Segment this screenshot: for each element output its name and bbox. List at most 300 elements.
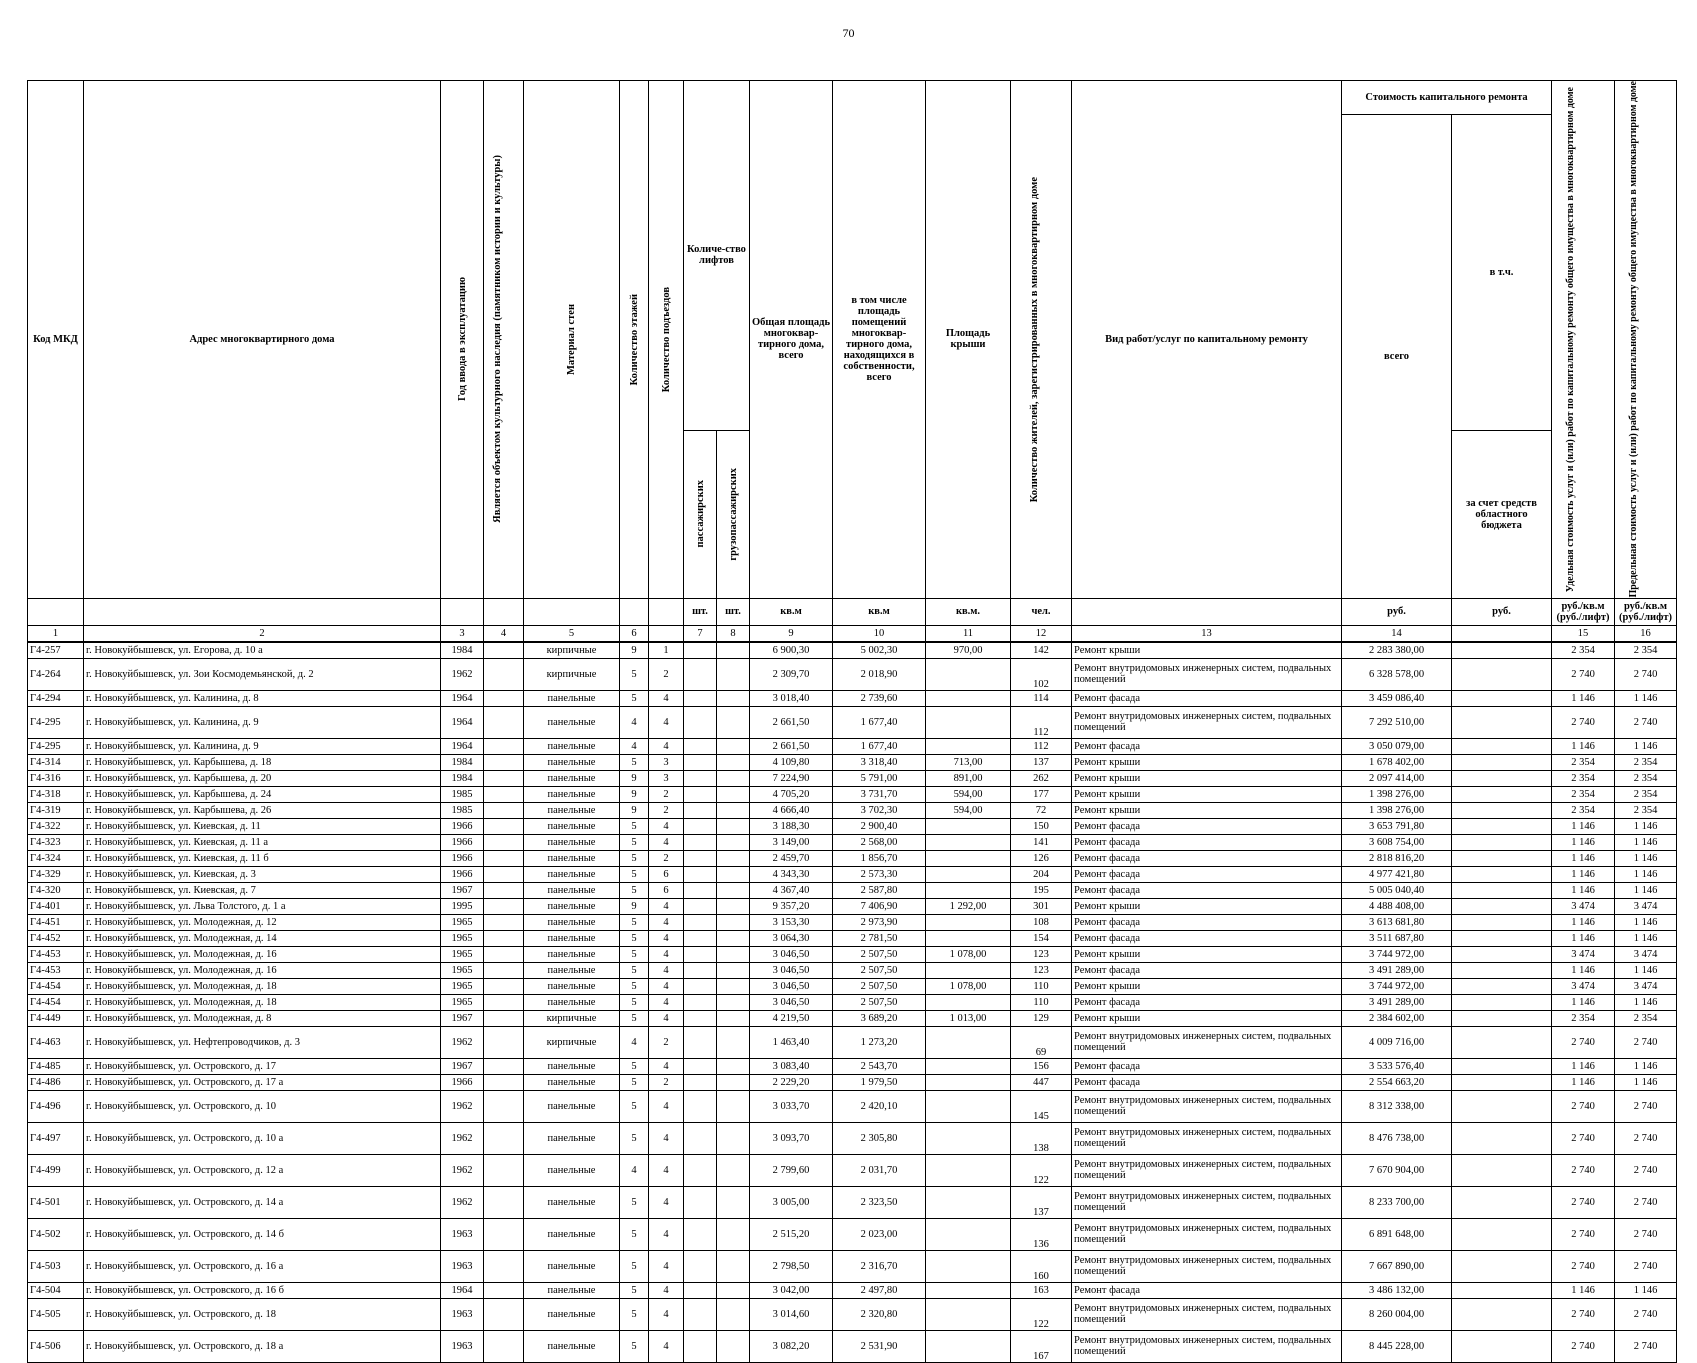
header-lifts-cargo: грузопассажирских xyxy=(717,430,750,598)
row-entrances: 4 xyxy=(649,978,684,994)
row-code: Г4-449 xyxy=(28,1010,84,1026)
row-year: 1963 xyxy=(441,1330,484,1362)
row-area-total: 9 357,20 xyxy=(750,898,833,914)
table-row xyxy=(28,898,1677,914)
row-address: г. Новокуйбышевск, ул. Молодежная, д. 16 xyxy=(84,946,441,962)
row-address: г. Новокуйбышевск, ул. Островского, д. 10 а xyxy=(84,1122,441,1154)
row-address: г. Новокуйбышевск, ул. Молодежная, д. 16 xyxy=(84,962,441,978)
row-roof-area xyxy=(926,1330,1011,1362)
row-floors: 5 xyxy=(620,946,649,962)
page-number: 70 xyxy=(842,26,855,40)
row-floors: 5 xyxy=(620,882,649,898)
table-row xyxy=(28,1298,1677,1330)
row-code: Г4-329 xyxy=(28,866,84,882)
row-lifts-cargo xyxy=(717,690,750,706)
row-roof-area xyxy=(926,1154,1011,1186)
row-address: г. Новокуйбышевск, ул. Островского, д. 14 б xyxy=(84,1218,441,1250)
row-wall-material: панельные xyxy=(524,706,620,738)
row-floors: 5 xyxy=(620,818,649,834)
row-floors: 5 xyxy=(620,866,649,882)
table-row xyxy=(28,818,1677,834)
row-work-type: Ремонт крыши xyxy=(1072,978,1342,994)
row-roof-area: 1 292,00 xyxy=(926,898,1011,914)
row-roof-area: 1 078,00 xyxy=(926,946,1011,962)
table-row xyxy=(28,914,1677,930)
row-address: г. Новокуйбышевск, ул. Льва Толстого, д. 1 а xyxy=(84,898,441,914)
row-code: Г4-486 xyxy=(28,1074,84,1090)
row-roof-area xyxy=(926,866,1011,882)
row-residents: 156 xyxy=(1011,1058,1072,1074)
row-area-total: 2 661,50 xyxy=(750,706,833,738)
row-area-total: 2 459,70 xyxy=(750,850,833,866)
row-heritage xyxy=(484,1122,524,1154)
unit-cell xyxy=(84,598,441,625)
row-floors: 5 xyxy=(620,1250,649,1282)
row-max-cost: 2 740 xyxy=(1615,1186,1677,1218)
row-residents: 167 xyxy=(1011,1330,1072,1362)
row-residents: 447 xyxy=(1011,1074,1072,1090)
row-roof-area: 594,00 xyxy=(926,802,1011,818)
row-area-total: 3 005,00 xyxy=(750,1186,833,1218)
row-lifts-pass xyxy=(684,1330,717,1362)
row-wall-material: панельные xyxy=(524,1090,620,1122)
row-area-owned: 2 507,50 xyxy=(833,978,926,994)
column-number: 14 xyxy=(1342,625,1452,642)
row-residents: 122 xyxy=(1011,1298,1072,1330)
row-area-total: 6 900,30 xyxy=(750,642,833,659)
unit-chel: чел. xyxy=(1011,598,1072,625)
unit-sht: шт. xyxy=(684,598,717,625)
row-cost-regional xyxy=(1452,1010,1552,1026)
row-area-owned: 2 543,70 xyxy=(833,1058,926,1074)
column-number xyxy=(1452,625,1552,642)
row-floors: 5 xyxy=(620,1218,649,1250)
row-area-owned: 1 677,40 xyxy=(833,706,926,738)
row-cost-total: 8 260 004,00 xyxy=(1342,1298,1452,1330)
row-year: 1963 xyxy=(441,1250,484,1282)
row-cost-regional xyxy=(1452,1074,1552,1090)
row-area-owned: 2 323,50 xyxy=(833,1186,926,1218)
row-area-total: 4 367,40 xyxy=(750,882,833,898)
row-code: Г4-320 xyxy=(28,882,84,898)
row-code: Г4-501 xyxy=(28,1186,84,1218)
row-cost-total: 7 292 510,00 xyxy=(1342,706,1452,738)
row-unit-cost: 2 354 xyxy=(1552,802,1615,818)
row-roof-area xyxy=(926,1090,1011,1122)
row-area-total: 3 046,50 xyxy=(750,962,833,978)
row-area-total: 3 014,60 xyxy=(750,1298,833,1330)
header-lifts-pass: пассажирских xyxy=(684,430,717,598)
row-max-cost: 2 354 xyxy=(1615,642,1677,659)
row-address: г. Новокуйбышевск, ул. Островского, д. 14 а xyxy=(84,1186,441,1218)
header-heritage: Является объектом культурного наследия (памятником истории и культуры) xyxy=(484,81,524,599)
row-cost-regional xyxy=(1452,754,1552,770)
row-residents: 110 xyxy=(1011,994,1072,1010)
row-area-total: 2 229,20 xyxy=(750,1074,833,1090)
row-floors: 5 xyxy=(620,754,649,770)
row-entrances: 4 xyxy=(649,994,684,1010)
row-heritage xyxy=(484,866,524,882)
row-wall-material: панельные xyxy=(524,1058,620,1074)
row-code: Г4-463 xyxy=(28,1026,84,1058)
column-number: 10 xyxy=(833,625,926,642)
row-lifts-cargo xyxy=(717,834,750,850)
row-max-cost: 1 146 xyxy=(1615,818,1677,834)
row-entrances: 6 xyxy=(649,882,684,898)
row-lifts-cargo xyxy=(717,1058,750,1074)
row-unit-cost: 1 146 xyxy=(1552,866,1615,882)
row-work-type: Ремонт фасада xyxy=(1072,1282,1342,1298)
row-cost-total: 4 009 716,00 xyxy=(1342,1026,1452,1058)
row-entrances: 6 xyxy=(649,866,684,882)
row-area-owned: 3 318,40 xyxy=(833,754,926,770)
row-wall-material: панельные xyxy=(524,1250,620,1282)
row-cost-total: 3 744 972,00 xyxy=(1342,978,1452,994)
row-cost-regional xyxy=(1452,818,1552,834)
row-heritage xyxy=(484,1026,524,1058)
row-unit-cost: 1 146 xyxy=(1552,1074,1615,1090)
unit-cell xyxy=(649,598,684,625)
row-unit-cost: 1 146 xyxy=(1552,690,1615,706)
row-lifts-pass xyxy=(684,770,717,786)
row-entrances: 2 xyxy=(649,658,684,690)
column-number: 7 xyxy=(684,625,717,642)
row-lifts-pass xyxy=(684,898,717,914)
row-entrances: 4 xyxy=(649,706,684,738)
row-roof-area xyxy=(926,1058,1011,1074)
table-row xyxy=(28,658,1677,690)
row-area-owned: 2 573,30 xyxy=(833,866,926,882)
row-entrances: 4 xyxy=(649,1154,684,1186)
row-address: г. Новокуйбышевск, ул. Калинина, д. 9 xyxy=(84,706,441,738)
row-work-type: Ремонт крыши xyxy=(1072,642,1342,659)
column-number xyxy=(649,625,684,642)
row-max-cost: 2 740 xyxy=(1615,1218,1677,1250)
row-year: 1966 xyxy=(441,1074,484,1090)
row-area-owned: 2 587,80 xyxy=(833,882,926,898)
row-roof-area xyxy=(926,930,1011,946)
row-address: г. Новокуйбышевск, ул. Зои Космодемьянской, д. 2 xyxy=(84,658,441,690)
row-heritage xyxy=(484,786,524,802)
row-area-owned: 3 689,20 xyxy=(833,1010,926,1026)
row-lifts-pass xyxy=(684,1154,717,1186)
row-year: 1967 xyxy=(441,882,484,898)
row-residents: 72 xyxy=(1011,802,1072,818)
row-lifts-pass xyxy=(684,738,717,754)
row-cost-total: 3 744 972,00 xyxy=(1342,946,1452,962)
row-max-cost: 2 354 xyxy=(1615,802,1677,818)
row-year: 1967 xyxy=(441,1058,484,1074)
row-floors: 5 xyxy=(620,1330,649,1362)
table-row xyxy=(28,1074,1677,1090)
table-row xyxy=(28,1282,1677,1298)
row-entrances: 4 xyxy=(649,1010,684,1026)
table-row xyxy=(28,738,1677,754)
header-cost-incl: в т.ч. xyxy=(1452,115,1552,431)
row-heritage xyxy=(484,1218,524,1250)
row-address: г. Новокуйбышевск, ул. Карбышева, д. 18 xyxy=(84,754,441,770)
row-cost-regional xyxy=(1452,946,1552,962)
row-cost-total: 7 670 904,00 xyxy=(1342,1154,1452,1186)
unit-cell xyxy=(28,598,84,625)
row-cost-regional xyxy=(1452,834,1552,850)
row-entrances: 1 xyxy=(649,642,684,659)
row-year: 1962 xyxy=(441,1026,484,1058)
row-cost-regional xyxy=(1452,1330,1552,1362)
table-row xyxy=(28,1154,1677,1186)
row-lifts-cargo xyxy=(717,1154,750,1186)
row-entrances: 4 xyxy=(649,1298,684,1330)
row-year: 1964 xyxy=(441,706,484,738)
row-area-owned: 2 739,60 xyxy=(833,690,926,706)
row-wall-material: панельные xyxy=(524,754,620,770)
row-wall-material: кирпичные xyxy=(524,642,620,659)
row-lifts-pass xyxy=(684,690,717,706)
row-work-type: Ремонт внутридомовых инженерных систем, подвальных помещений xyxy=(1072,1090,1342,1122)
header-work-type: Вид работ/услуг по капитальному ремонту xyxy=(1072,81,1342,599)
row-area-owned: 2 023,00 xyxy=(833,1218,926,1250)
row-area-total: 3 153,30 xyxy=(750,914,833,930)
row-code: Г4-454 xyxy=(28,978,84,994)
row-roof-area xyxy=(926,962,1011,978)
row-lifts-cargo xyxy=(717,882,750,898)
row-year: 1967 xyxy=(441,1010,484,1026)
row-lifts-cargo xyxy=(717,898,750,914)
row-unit-cost: 2 740 xyxy=(1552,1026,1615,1058)
row-address: г. Новокуйбышевск, ул. Молодежная, д. 12 xyxy=(84,914,441,930)
row-heritage xyxy=(484,834,524,850)
row-wall-material: панельные xyxy=(524,1282,620,1298)
column-number: 5 xyxy=(524,625,620,642)
row-cost-total: 2 818 816,20 xyxy=(1342,850,1452,866)
row-entrances: 4 xyxy=(649,1250,684,1282)
row-unit-cost: 2 740 xyxy=(1552,1154,1615,1186)
row-cost-regional xyxy=(1452,1186,1552,1218)
row-wall-material: панельные xyxy=(524,1074,620,1090)
table-row xyxy=(28,770,1677,786)
row-year: 1962 xyxy=(441,658,484,690)
row-cost-regional xyxy=(1452,898,1552,914)
row-wall-material: панельные xyxy=(524,994,620,1010)
row-residents: 138 xyxy=(1011,1122,1072,1154)
row-lifts-pass xyxy=(684,786,717,802)
column-number: 2 xyxy=(84,625,441,642)
table-row xyxy=(28,1058,1677,1074)
row-heritage xyxy=(484,1250,524,1282)
row-year: 1963 xyxy=(441,1218,484,1250)
row-roof-area xyxy=(926,658,1011,690)
row-cost-total: 2 554 663,20 xyxy=(1342,1074,1452,1090)
row-roof-area xyxy=(926,1122,1011,1154)
row-cost-regional xyxy=(1452,1282,1552,1298)
table-row xyxy=(28,1250,1677,1282)
row-wall-material: панельные xyxy=(524,850,620,866)
row-lifts-pass xyxy=(684,642,717,659)
row-area-owned: 3 702,30 xyxy=(833,802,926,818)
row-residents: 160 xyxy=(1011,1250,1072,1282)
row-roof-area xyxy=(926,882,1011,898)
row-cost-total: 1 398 276,00 xyxy=(1342,786,1452,802)
row-lifts-cargo xyxy=(717,754,750,770)
row-work-type: Ремонт крыши xyxy=(1072,754,1342,770)
row-roof-area xyxy=(926,690,1011,706)
row-max-cost: 1 146 xyxy=(1615,1282,1677,1298)
row-floors: 5 xyxy=(620,1186,649,1218)
row-area-total: 1 463,40 xyxy=(750,1026,833,1058)
row-lifts-pass xyxy=(684,706,717,738)
row-residents: 136 xyxy=(1011,1218,1072,1250)
row-cost-regional xyxy=(1452,962,1552,978)
row-year: 1962 xyxy=(441,1122,484,1154)
unit-rub-kvm: руб./кв.м (руб./лифт) xyxy=(1615,598,1677,625)
row-year: 1966 xyxy=(441,850,484,866)
row-lifts-pass xyxy=(684,754,717,770)
row-work-type: Ремонт внутридомовых инженерных систем, подвальных помещений xyxy=(1072,1154,1342,1186)
row-floors: 9 xyxy=(620,786,649,802)
row-heritage xyxy=(484,850,524,866)
table-row xyxy=(28,802,1677,818)
row-address: г. Новокуйбышевск, ул. Островского, д. 16 б xyxy=(84,1282,441,1298)
row-lifts-pass xyxy=(684,658,717,690)
row-entrances: 4 xyxy=(649,1090,684,1122)
row-max-cost: 1 146 xyxy=(1615,914,1677,930)
row-area-owned: 3 731,70 xyxy=(833,786,926,802)
row-year: 1965 xyxy=(441,978,484,994)
row-unit-cost: 1 146 xyxy=(1552,818,1615,834)
table-header xyxy=(28,81,1677,642)
row-entrances: 4 xyxy=(649,818,684,834)
row-code: Г4-485 xyxy=(28,1058,84,1074)
table-row xyxy=(28,962,1677,978)
row-max-cost: 2 354 xyxy=(1615,754,1677,770)
row-heritage xyxy=(484,1330,524,1362)
row-roof-area xyxy=(926,706,1011,738)
row-work-type: Ремонт крыши xyxy=(1072,1010,1342,1026)
row-code: Г4-324 xyxy=(28,850,84,866)
row-floors: 9 xyxy=(620,802,649,818)
header-unit-cost: Удельная стоимость услуг и (или) работ по капитальному ремонту общего имущества в многоквартирном доме xyxy=(1552,81,1615,599)
row-year: 1985 xyxy=(441,786,484,802)
row-area-total: 3 149,00 xyxy=(750,834,833,850)
row-cost-regional xyxy=(1452,770,1552,786)
table-row xyxy=(28,1186,1677,1218)
row-cost-total: 5 005 040,40 xyxy=(1342,882,1452,898)
row-floors: 5 xyxy=(620,834,649,850)
row-code: Г4-314 xyxy=(28,754,84,770)
row-cost-total: 8 476 738,00 xyxy=(1342,1122,1452,1154)
row-code: Г4-401 xyxy=(28,898,84,914)
row-lifts-cargo xyxy=(717,1010,750,1026)
row-heritage xyxy=(484,658,524,690)
row-roof-area xyxy=(926,1298,1011,1330)
row-residents: 262 xyxy=(1011,770,1072,786)
row-work-type: Ремонт крыши xyxy=(1072,946,1342,962)
row-cost-regional xyxy=(1452,882,1552,898)
row-residents: 123 xyxy=(1011,962,1072,978)
row-code: Г4-451 xyxy=(28,914,84,930)
row-roof-area xyxy=(926,850,1011,866)
row-cost-total: 8 312 338,00 xyxy=(1342,1090,1452,1122)
row-lifts-pass xyxy=(684,1218,717,1250)
column-number: 11 xyxy=(926,625,1011,642)
row-max-cost: 3 474 xyxy=(1615,978,1677,994)
unit-kvm: кв.м xyxy=(750,598,833,625)
row-wall-material: панельные xyxy=(524,786,620,802)
header-cost-total: всего xyxy=(1342,115,1452,599)
row-unit-cost: 2 354 xyxy=(1552,770,1615,786)
row-area-total: 3 046,50 xyxy=(750,978,833,994)
row-wall-material: панельные xyxy=(524,1186,620,1218)
row-wall-material: панельные xyxy=(524,1218,620,1250)
row-wall-material: кирпичные xyxy=(524,1010,620,1026)
row-residents: 69 xyxy=(1011,1026,1072,1058)
table-row xyxy=(28,1090,1677,1122)
row-wall-material: панельные xyxy=(524,962,620,978)
row-heritage xyxy=(484,946,524,962)
row-residents: 122 xyxy=(1011,1154,1072,1186)
row-max-cost: 1 146 xyxy=(1615,738,1677,754)
row-residents: 145 xyxy=(1011,1090,1072,1122)
row-address: г. Новокуйбышевск, ул. Киевская, д. 3 xyxy=(84,866,441,882)
table-row xyxy=(28,642,1677,659)
row-area-owned: 2 305,80 xyxy=(833,1122,926,1154)
row-area-total: 4 343,30 xyxy=(750,866,833,882)
row-roof-area xyxy=(926,1218,1011,1250)
row-lifts-cargo xyxy=(717,1186,750,1218)
row-cost-total: 4 977 421,80 xyxy=(1342,866,1452,882)
row-residents: 110 xyxy=(1011,978,1072,994)
row-work-type: Ремонт внутридомовых инженерных систем, подвальных помещений xyxy=(1072,1250,1342,1282)
row-address: г. Новокуйбышевск, ул. Карбышева, д. 26 xyxy=(84,802,441,818)
row-unit-cost: 1 146 xyxy=(1552,834,1615,850)
row-residents: 112 xyxy=(1011,738,1072,754)
row-work-type: Ремонт фасада xyxy=(1072,834,1342,850)
row-heritage xyxy=(484,1074,524,1090)
header-cost-regional: за счет средств областного бюджета xyxy=(1452,430,1552,598)
row-roof-area: 970,00 xyxy=(926,642,1011,659)
row-wall-material: кирпичные xyxy=(524,658,620,690)
row-lifts-cargo xyxy=(717,962,750,978)
row-address: г. Новокуйбышевск, ул. Карбышева, д. 24 xyxy=(84,786,441,802)
row-year: 1964 xyxy=(441,738,484,754)
table-row xyxy=(28,690,1677,706)
row-unit-cost: 3 474 xyxy=(1552,978,1615,994)
row-max-cost: 1 146 xyxy=(1615,930,1677,946)
row-lifts-pass xyxy=(684,914,717,930)
row-area-owned: 2 507,50 xyxy=(833,962,926,978)
row-lifts-cargo xyxy=(717,770,750,786)
row-cost-total: 7 667 890,00 xyxy=(1342,1250,1452,1282)
table-row xyxy=(28,994,1677,1010)
row-wall-material: панельные xyxy=(524,1154,620,1186)
row-max-cost: 2 354 xyxy=(1615,1010,1677,1026)
row-area-total: 4 705,20 xyxy=(750,786,833,802)
header-max-cost: Предельная стоимость услуг и (или) работ по капитальному ремонту общего имущества в многоквартирном доме xyxy=(1615,81,1677,599)
row-cost-regional xyxy=(1452,1218,1552,1250)
column-number: 16 xyxy=(1615,625,1677,642)
row-wall-material: панельные xyxy=(524,1330,620,1362)
row-work-type: Ремонт фасада xyxy=(1072,738,1342,754)
row-floors: 5 xyxy=(620,930,649,946)
row-wall-material: панельные xyxy=(524,690,620,706)
row-area-total: 4 109,80 xyxy=(750,754,833,770)
row-wall-material: панельные xyxy=(524,818,620,834)
row-area-total: 3 033,70 xyxy=(750,1090,833,1122)
row-cost-regional xyxy=(1452,1090,1552,1122)
row-year: 1965 xyxy=(441,914,484,930)
row-area-total: 2 309,70 xyxy=(750,658,833,690)
row-heritage xyxy=(484,802,524,818)
